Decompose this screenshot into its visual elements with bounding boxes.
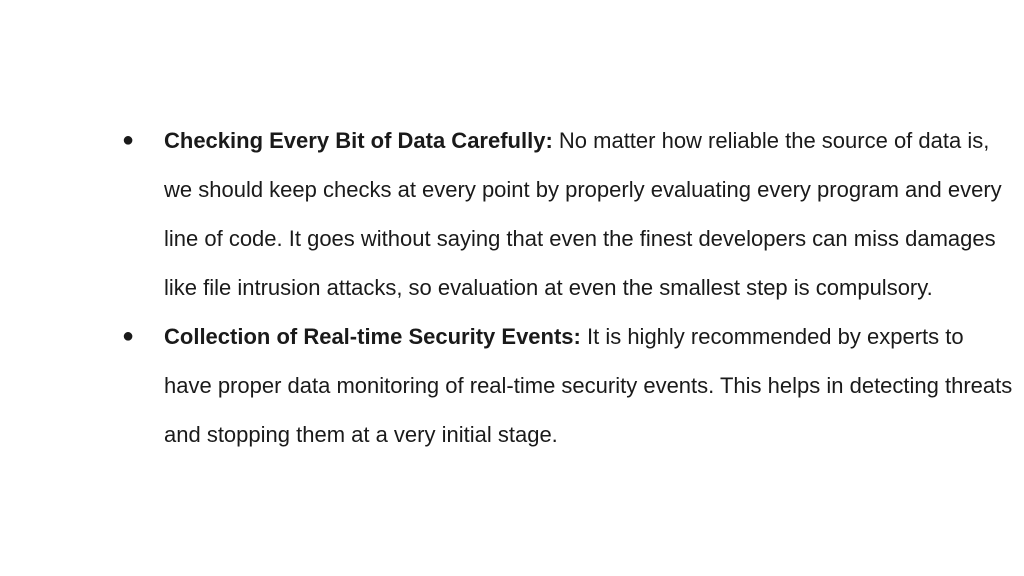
bullet-list xyxy=(122,116,1017,459)
bullet-marker: ● xyxy=(122,325,135,347)
bullet-term: Collection of Real-time Security Events: xyxy=(164,324,587,349)
bullet-text: No matter how reliable the source of data is, we should keep checks at every point by properly evaluating every program and every line of code. It goes without saying that even the finest developers can miss damages like file intrusion attacks, so evaluation at even the smallest step is compulsory. xyxy=(164,128,1002,300)
bullet-text: It is highly recommended by experts to have proper data monitoring of real-time security events. This helps in detecting threats and stopping them at a very initial stage. xyxy=(164,324,1013,447)
bullet-item-data-checking xyxy=(122,116,1017,312)
bullet-term: Checking Every Bit of Data Carefully: xyxy=(164,128,559,153)
bullet-item-security-events xyxy=(122,312,1017,459)
bullet-marker: ● xyxy=(122,129,135,151)
